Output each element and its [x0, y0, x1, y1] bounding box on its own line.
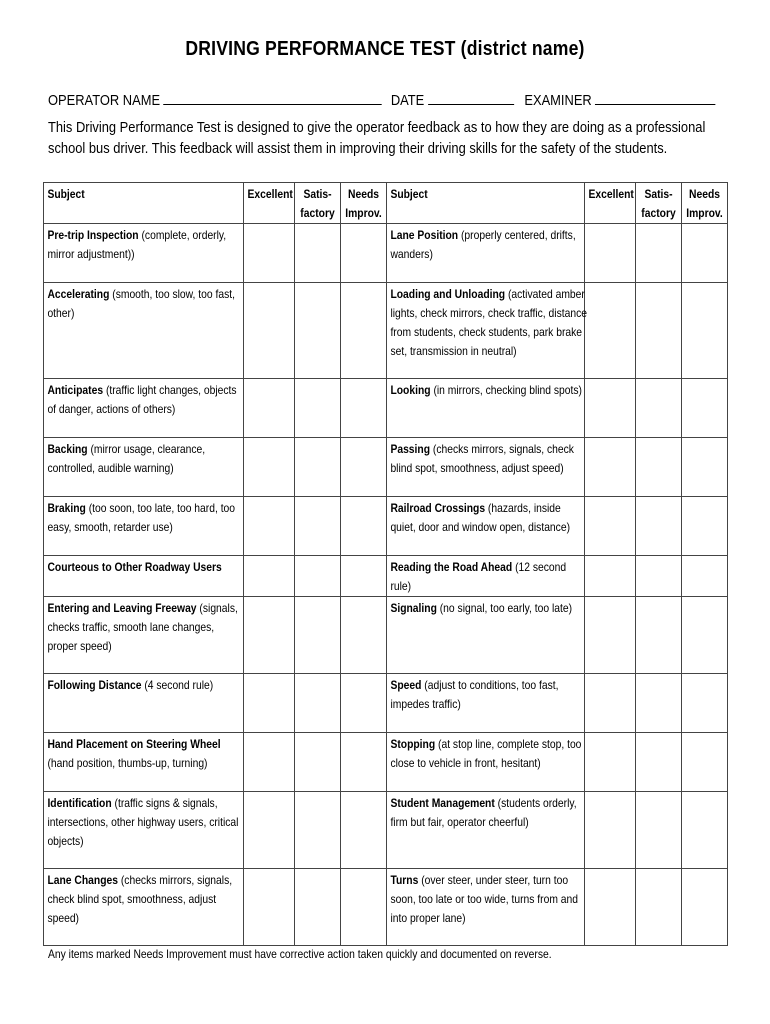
excellent-rating-cell[interactable] — [585, 379, 636, 438]
subject-cell-right — [387, 497, 585, 556]
subject-description: (students orderly, firm but fair, operator cheerful) — [390, 796, 577, 829]
subject-cell-left — [44, 556, 244, 597]
satisfactory-rating-cell[interactable] — [636, 556, 682, 597]
subject-name: Turns — [390, 873, 419, 887]
needs-improvement-rating-cell[interactable] — [341, 224, 387, 283]
subject-cell-left — [44, 869, 244, 946]
excellent-rating-cell[interactable] — [585, 283, 636, 379]
needs-improvement-rating-cell[interactable] — [341, 869, 387, 946]
operator-name-label: OPERATOR NAME — [48, 92, 161, 109]
needs-improvement-rating-cell[interactable] — [682, 438, 728, 497]
subject-name: Lane Position — [390, 228, 459, 242]
footer-note: Any items marked Needs Improvement must have corrective action taken quickly and documented on reverse. — [48, 947, 552, 961]
excellent-rating-cell[interactable] — [585, 674, 636, 733]
operator-name-field[interactable] — [164, 92, 382, 105]
subject-cell-right — [387, 869, 585, 946]
needs-improvement-rating-cell[interactable] — [341, 438, 387, 497]
subject-description: (too soon, too late, too hard, too easy, smooth, retarder use) — [47, 501, 236, 534]
intro-paragraph: This Driving Performance Test is designed to give the operator feedback as to how they are doing as a professional school bus driver. This feedback will assist them in improving their driving skills for the safety of the students. — [48, 119, 706, 157]
satisfactory-rating-cell[interactable] — [295, 497, 341, 556]
excellent-rating-cell[interactable] — [244, 597, 295, 674]
excellent-rating-cell[interactable] — [244, 869, 295, 946]
subject-name: Signaling — [390, 601, 437, 615]
subject-description: (complete, orderly, mirror adjustment)) — [47, 228, 227, 261]
subject-name: Braking — [47, 501, 86, 515]
needs-improvement-header-right: Needs Improv. — [682, 183, 728, 224]
subject-description: (in mirrors, checking blind spots) — [430, 383, 582, 397]
satisfactory-header-left: Satis- factory — [295, 183, 341, 224]
table-row — [44, 792, 728, 869]
excellent-header-right: Excellent — [585, 183, 636, 224]
subject-cell-left — [44, 438, 244, 497]
subject-cell-right — [387, 283, 585, 379]
table-row — [44, 379, 728, 438]
satisfactory-rating-cell[interactable] — [295, 733, 341, 792]
subject-name: Backing — [47, 442, 88, 456]
subject-description: (checks mirrors, signals, check blind spot, smoothness, adjust speed) — [390, 442, 574, 475]
needs-improvement-rating-cell[interactable] — [682, 283, 728, 379]
needs-improvement-rating-cell[interactable] — [341, 497, 387, 556]
excellent-rating-cell[interactable] — [585, 556, 636, 597]
satisfactory-rating-cell[interactable] — [295, 379, 341, 438]
subject-description: (over steer, under steer, turn too soon, too late or too wide, turns from and into proper lane) — [390, 873, 579, 925]
subject-description: (traffic signs & signals, intersections, other highway users, critical objects) — [47, 796, 239, 848]
subject-header-left: Subject — [44, 183, 244, 224]
subject-description: (checks mirrors, signals, check blind spot, smoothness, adjust speed) — [47, 873, 233, 925]
subject-description: (hand position, thumbs-up, turning) — [47, 756, 208, 770]
subject-name: Looking — [390, 383, 431, 397]
subject-cell-left — [44, 497, 244, 556]
satisfactory-rating-cell[interactable] — [295, 438, 341, 497]
needs-improvement-header-left: Needs Improv. — [341, 183, 387, 224]
needs-improvement-rating-cell[interactable] — [341, 597, 387, 674]
subject-description: (hazards, inside quiet, door and window open, distance) — [390, 501, 571, 534]
subject-name: Reading the Road Ahead — [390, 560, 513, 574]
satisfactory-rating-cell[interactable] — [636, 792, 682, 869]
subject-name: Accelerating — [47, 287, 110, 301]
subject-description: (no signal, too early, too late) — [436, 601, 573, 615]
needs-improvement-rating-cell[interactable] — [682, 733, 728, 792]
subject-name: Lane Changes — [47, 873, 118, 887]
satisfactory-header-right: Satis- factory — [636, 183, 682, 224]
excellent-rating-cell[interactable] — [585, 224, 636, 283]
needs-improvement-rating-cell[interactable] — [341, 283, 387, 379]
subject-cell-right — [387, 224, 585, 283]
satisfactory-rating-cell[interactable] — [636, 224, 682, 283]
excellent-rating-cell[interactable] — [244, 792, 295, 869]
performance-table — [43, 182, 728, 946]
needs-improvement-rating-cell[interactable] — [341, 674, 387, 733]
needs-improvement-rating-cell[interactable] — [682, 792, 728, 869]
subject-description: (properly centered, drifts, wanders) — [390, 228, 576, 261]
excellent-rating-cell[interactable] — [585, 497, 636, 556]
table-row — [44, 438, 728, 497]
subject-description: (traffic light changes, objects of danger, actions of others) — [47, 383, 237, 416]
subject-name: Railroad Crossings — [390, 501, 486, 515]
subject-cell-right — [387, 733, 585, 792]
satisfactory-rating-cell[interactable] — [295, 556, 341, 597]
needs-improvement-rating-cell[interactable] — [341, 792, 387, 869]
excellent-rating-cell[interactable] — [244, 224, 295, 283]
subject-name: Identification — [47, 796, 112, 810]
satisfactory-rating-cell[interactable] — [636, 674, 682, 733]
needs-improvement-rating-cell[interactable] — [341, 556, 387, 597]
subject-cell-right — [387, 438, 585, 497]
subject-name: Hand Placement on Steering Wheel — [47, 737, 221, 751]
needs-improvement-rating-cell[interactable] — [682, 674, 728, 733]
excellent-rating-cell[interactable] — [244, 674, 295, 733]
examiner-label: EXAMINER — [524, 92, 592, 109]
excellent-rating-cell[interactable] — [244, 733, 295, 792]
date-field[interactable] — [428, 92, 514, 105]
excellent-rating-cell[interactable] — [244, 497, 295, 556]
subject-cell-left — [44, 597, 244, 674]
subject-cell-left — [44, 379, 244, 438]
operator-info-line — [48, 92, 716, 109]
needs-improvement-rating-cell[interactable] — [341, 733, 387, 792]
subject-description: (activated amber lights, check mirrors, check traffic, distance from students, check students, park brake set, transmission in neutral) — [390, 287, 587, 358]
satisfactory-rating-cell[interactable] — [636, 497, 682, 556]
subject-cell-left — [44, 224, 244, 283]
table-row — [44, 224, 728, 283]
needs-improvement-rating-cell[interactable] — [682, 224, 728, 283]
needs-improvement-rating-cell[interactable] — [682, 556, 728, 597]
subject-cell-left — [44, 283, 244, 379]
table-row — [44, 869, 728, 946]
satisfactory-rating-cell[interactable] — [295, 869, 341, 946]
excellent-rating-cell[interactable] — [585, 869, 636, 946]
satisfactory-rating-cell[interactable] — [636, 869, 682, 946]
subject-name: Stopping — [390, 737, 436, 751]
subject-description: (12 second rule) — [390, 560, 567, 593]
subject-cell-right — [387, 792, 585, 869]
subject-name: Entering and Leaving Freeway — [47, 601, 197, 615]
excellent-rating-cell[interactable] — [585, 438, 636, 497]
table-header-row — [44, 183, 728, 224]
subject-description: (smooth, too slow, too fast, other) — [47, 287, 236, 320]
satisfactory-rating-cell[interactable] — [636, 438, 682, 497]
table-row — [44, 497, 728, 556]
subject-cell-left — [44, 792, 244, 869]
subject-cell-right — [387, 556, 585, 597]
subject-description: (4 second rule) — [141, 678, 214, 692]
subject-name: Following Distance — [47, 678, 142, 692]
excellent-rating-cell[interactable] — [244, 438, 295, 497]
subject-cell-right — [387, 597, 585, 674]
satisfactory-rating-cell[interactable] — [295, 283, 341, 379]
subject-header-right: Subject — [387, 183, 585, 224]
subject-name: Courteous to Other Roadway Users — [47, 560, 222, 574]
excellent-rating-cell[interactable] — [244, 283, 295, 379]
satisfactory-rating-cell[interactable] — [295, 792, 341, 869]
table-row — [44, 283, 728, 379]
table-row — [44, 556, 728, 597]
satisfactory-rating-cell[interactable] — [295, 597, 341, 674]
excellent-rating-cell[interactable] — [585, 733, 636, 792]
subject-name: Passing — [390, 442, 431, 456]
satisfactory-rating-cell[interactable] — [636, 283, 682, 379]
subject-description: (at stop line, complete stop, too close to vehicle in front, hesitant) — [390, 737, 582, 770]
subject-cell-left — [44, 733, 244, 792]
form-title: DRIVING PERFORMANCE TEST (district name) — [185, 38, 585, 60]
subject-name: Pre-trip Inspection — [47, 228, 139, 242]
satisfactory-rating-cell[interactable] — [636, 597, 682, 674]
table-row — [44, 597, 728, 674]
examiner-field[interactable] — [595, 92, 715, 105]
subject-name: Loading and Unloading — [390, 287, 506, 301]
needs-improvement-rating-cell[interactable] — [682, 597, 728, 674]
needs-improvement-rating-cell[interactable] — [682, 497, 728, 556]
date-label: DATE — [390, 92, 425, 109]
subject-name: Speed — [390, 678, 422, 692]
subject-name: Anticipates — [47, 383, 104, 397]
table-row — [44, 733, 728, 792]
satisfactory-rating-cell[interactable] — [636, 379, 682, 438]
subject-description: (mirror usage, clearance, controlled, audible warning) — [47, 442, 206, 475]
excellent-header-left: Excellent — [244, 183, 295, 224]
excellent-rating-cell[interactable] — [585, 597, 636, 674]
satisfactory-rating-cell[interactable] — [636, 733, 682, 792]
excellent-rating-cell[interactable] — [244, 379, 295, 438]
subject-cell-right — [387, 379, 585, 438]
subject-description: (adjust to conditions, too fast, impedes traffic) — [390, 678, 559, 711]
satisfactory-rating-cell[interactable] — [295, 224, 341, 283]
excellent-rating-cell[interactable] — [585, 792, 636, 869]
subject-name: Student Management — [390, 796, 495, 810]
needs-improvement-rating-cell[interactable] — [341, 379, 387, 438]
needs-improvement-rating-cell[interactable] — [682, 379, 728, 438]
subject-description: (signals, checks traffic, smooth lane changes, proper speed) — [47, 601, 238, 653]
satisfactory-rating-cell[interactable] — [295, 674, 341, 733]
subject-cell-left — [44, 674, 244, 733]
table-row — [44, 674, 728, 733]
subject-cell-right — [387, 674, 585, 733]
excellent-rating-cell[interactable] — [244, 556, 295, 597]
needs-improvement-rating-cell[interactable] — [682, 869, 728, 946]
